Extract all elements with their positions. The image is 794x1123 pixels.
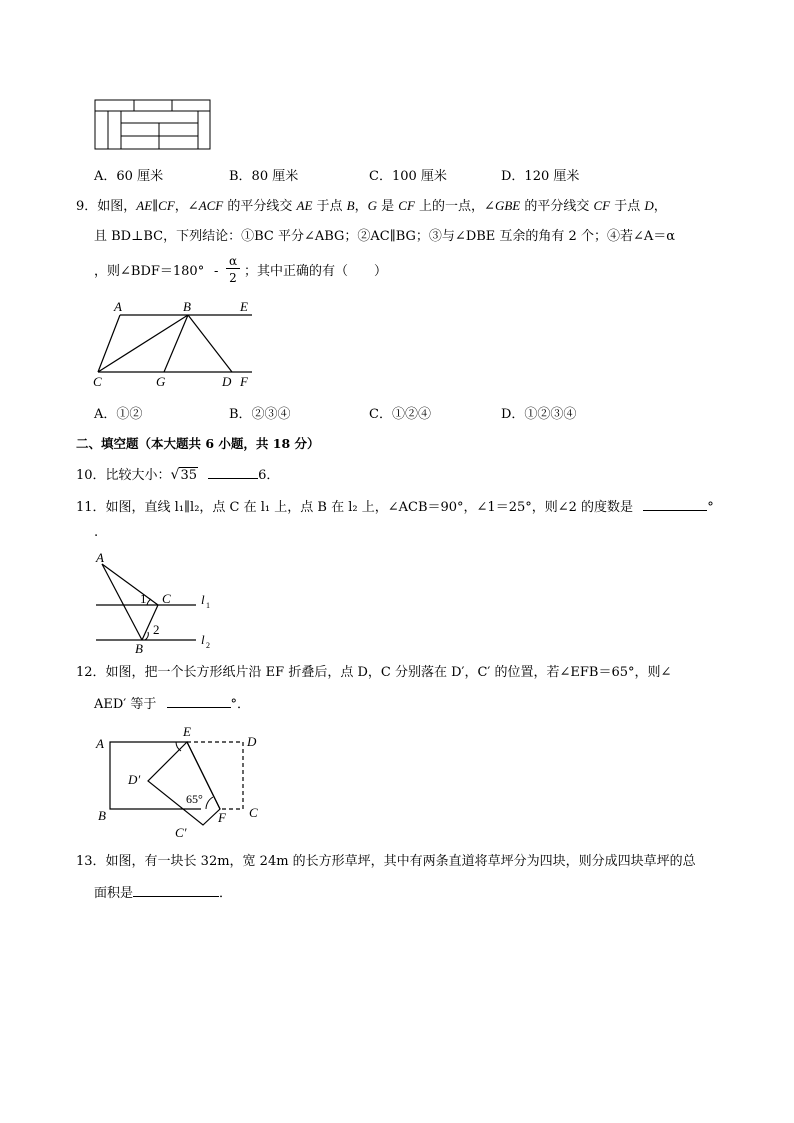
q12-angle-label: 65° (186, 792, 203, 806)
q11-label-b: B (135, 641, 143, 654)
q9-figure (90, 298, 270, 390)
q11-label-angle-2: 2 (153, 622, 160, 637)
q12-line-2: AED′ 等于 °． (94, 697, 251, 712)
q9-fraction-numerator: α (226, 254, 240, 269)
q12-line-1: 12．如图，把一个长方形纸片沿 EF 折叠后，点 D，C 分别落在 D′，C′ 的位置，若∠EFB＝65°，则∠ (76, 665, 672, 680)
q12-label-a: A (96, 736, 104, 751)
q11-label-angle-1: 1 (140, 591, 147, 606)
q8-option-b: B．80 厘米 (229, 169, 299, 184)
q9-label-b: B (183, 299, 191, 314)
q11-label-l2: l (201, 632, 205, 647)
q8-option-d: D．120 厘米 (501, 169, 580, 184)
q9-line-2: 且 BD⊥BC，下列结论：①BC 平分∠ABG；②AC∥BG；③与∠DBE 互余的角有 2 个；④若∠A＝α (94, 229, 676, 244)
q9-label-f: F (240, 374, 248, 389)
q11-label-l1-sub: 1 (206, 601, 210, 610)
section-2-heading: 二、填空题（本大题共 6 小题，共 18 分） (76, 436, 320, 451)
q9-line-3a: ，则∠BDF＝180° (94, 264, 205, 279)
q10-answer-blank[interactable] (208, 466, 258, 479)
q9-label-a: A (114, 299, 122, 314)
q12-label-d: D (247, 734, 257, 749)
q12-label-b: B (98, 808, 106, 823)
q11-label-l1: l (201, 592, 205, 607)
q12-label-e: E (183, 724, 191, 739)
q11-answer-blank[interactable] (643, 498, 707, 511)
q11-label-a: A (96, 550, 104, 565)
q9-line-3b: ；其中正确的有（ ） (244, 264, 388, 279)
q10-question: 10．比较大小：√35 6． (76, 467, 280, 483)
q11-question: 11．如图，直线 l₁∥l₂，点 C 在 l₁ 上，点 B 在 l₂ 上，∠ACB＝90°，∠1＝25°，则∠2 的度数是 ° (76, 500, 714, 515)
q13-line-1: 13．如图，有一块长 32m，宽 24m 的长方形草坪，其中有两条直道将草坪分为四块，则分成四块草坪的总 (76, 854, 696, 869)
q11-label-c: C (162, 591, 171, 606)
q9-minus: - (214, 264, 219, 279)
q11-trailing-dot: . (94, 525, 99, 540)
q13-line-2: 面积是 ． (94, 886, 233, 901)
q12-label-c: C (249, 805, 258, 820)
q9-label-g: G (156, 374, 166, 389)
q9-label-d: D (222, 374, 232, 389)
q8-figure (94, 99, 212, 151)
q9-option-d: D．①②③④ (501, 407, 577, 422)
q9-option-b: B．②③④ (229, 407, 291, 422)
q12-label-c-prime: C′ (175, 825, 187, 840)
q13-answer-blank[interactable] (133, 884, 219, 897)
q12-figure (90, 724, 270, 844)
q12-label-f: F (218, 810, 226, 825)
q8-option-a: A．60 厘米 (94, 169, 164, 184)
q9-option-c: C．①②④ (369, 407, 431, 422)
q11-label-l2-sub: 2 (206, 641, 210, 650)
q12-label-d-prime: D′ (128, 772, 141, 787)
q12-answer-blank[interactable] (167, 695, 231, 708)
q9-fraction-denominator: 2 (229, 271, 237, 285)
q11-figure (90, 548, 230, 654)
q9-label-e: E (240, 299, 248, 314)
q9-option-a: A．①② (94, 407, 143, 422)
q8-option-c: C．100 厘米 (369, 169, 447, 184)
q9-line-1: 9．如图，AE∥CF，∠ACF 的平分线交 AE 于点 B，G 是 CF 上的一点，∠GBE 的平分线交 CF 于点 D， (76, 198, 667, 214)
q9-label-c: C (93, 374, 102, 389)
